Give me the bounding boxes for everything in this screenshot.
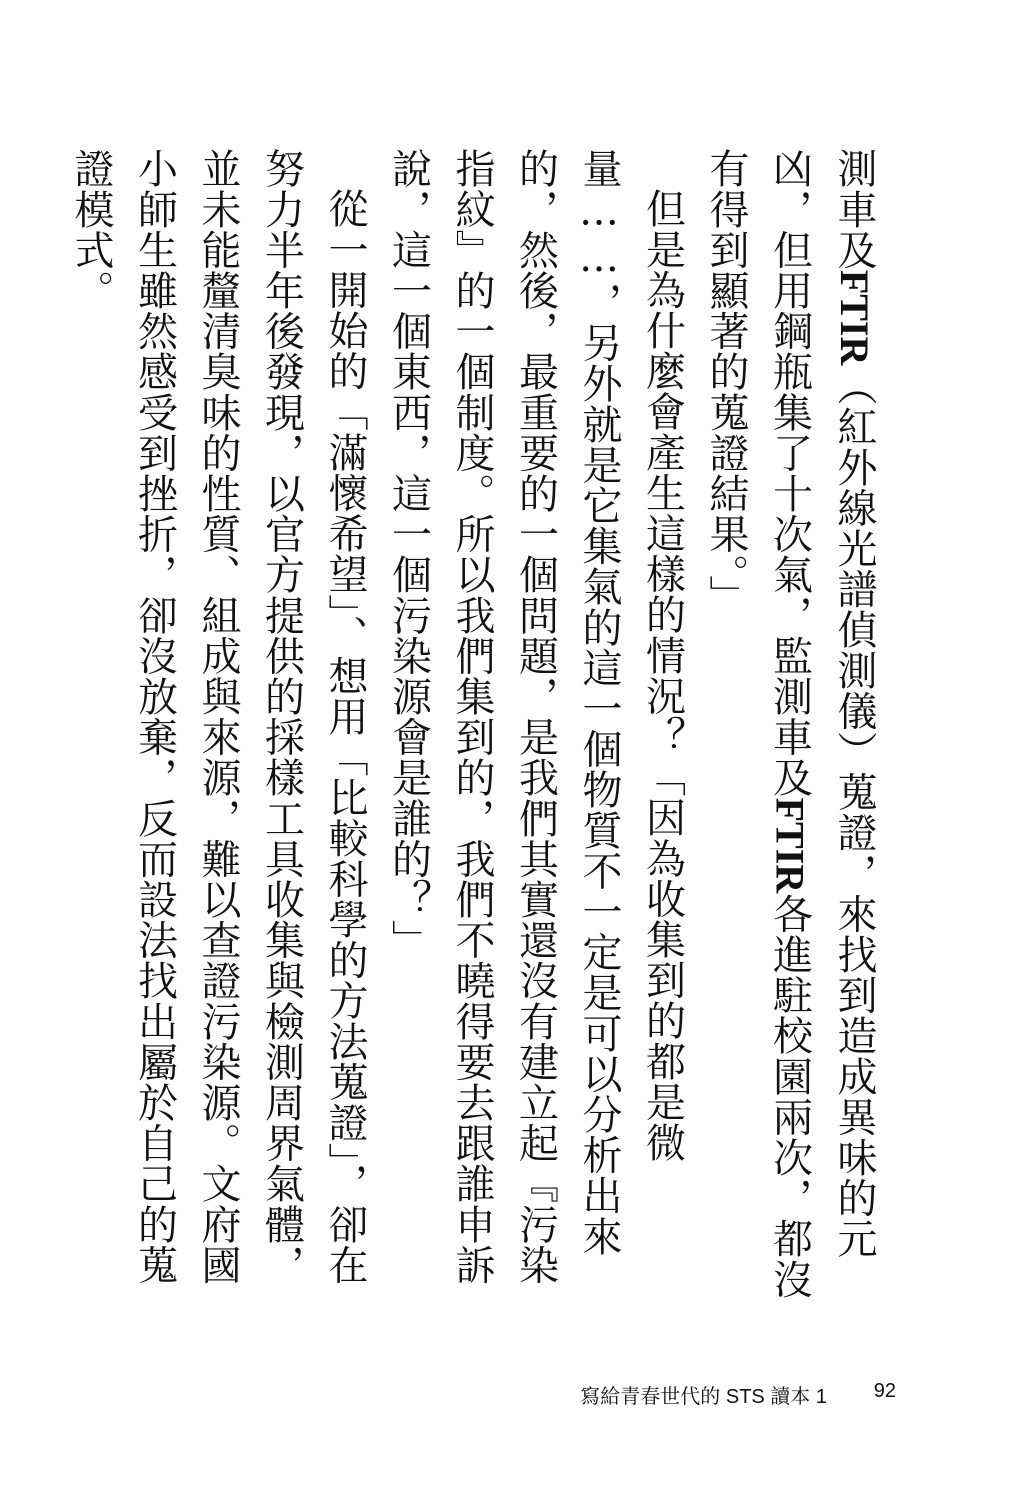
latin-term: FTIR bbox=[767, 797, 813, 894]
paragraph-2: 但是為什麼會產生這樣的情況？「因為收集到的都是微量……，另外就是它集氣的這一個物質不一定是可以分析出來的，然後，最重要的一個問題，是我們其實還沒有建立起『污染指紋』的一個制度。所以我們集到的，我們不曉得要去跟誰申訴說，這一個東西，這一個污染源會是誰的？」 bbox=[385, 148, 686, 1285]
paragraph-1 bbox=[694, 148, 887, 1308]
latin-term: FTIR bbox=[832, 269, 877, 366]
text-run: 測車及 bbox=[831, 148, 877, 270]
paragraph-3: 從一開始的「滿懷希望」、想用「比較科學的方法蒐證」，卻在努力半年後發現，以官方提供的採樣工具收集與檢測周界氣體，並未能釐清臭味的性質、組成與來源，難以查證污染源。文府國小師生雖然感受到挫折，卻沒放棄，反而設法找出屬於自己的蒐證模式。 bbox=[68, 148, 368, 1285]
text-run: 各進駐校園兩次，都沒有得到顯著的蒐證結果。」 bbox=[703, 148, 813, 1300]
page-number: 92 bbox=[873, 1380, 896, 1402]
vertical-body-text bbox=[59, 148, 887, 1308]
page-footer bbox=[0, 1380, 1024, 1410]
running-title: 寫給青春世代的 STS 讀本 1 bbox=[580, 1386, 827, 1408]
text-run: （紅外線光譜偵測儀）蒐證，來找到造成異味的元凶，但用鋼瓶集了十次氣，監測車及 bbox=[766, 148, 877, 1259]
